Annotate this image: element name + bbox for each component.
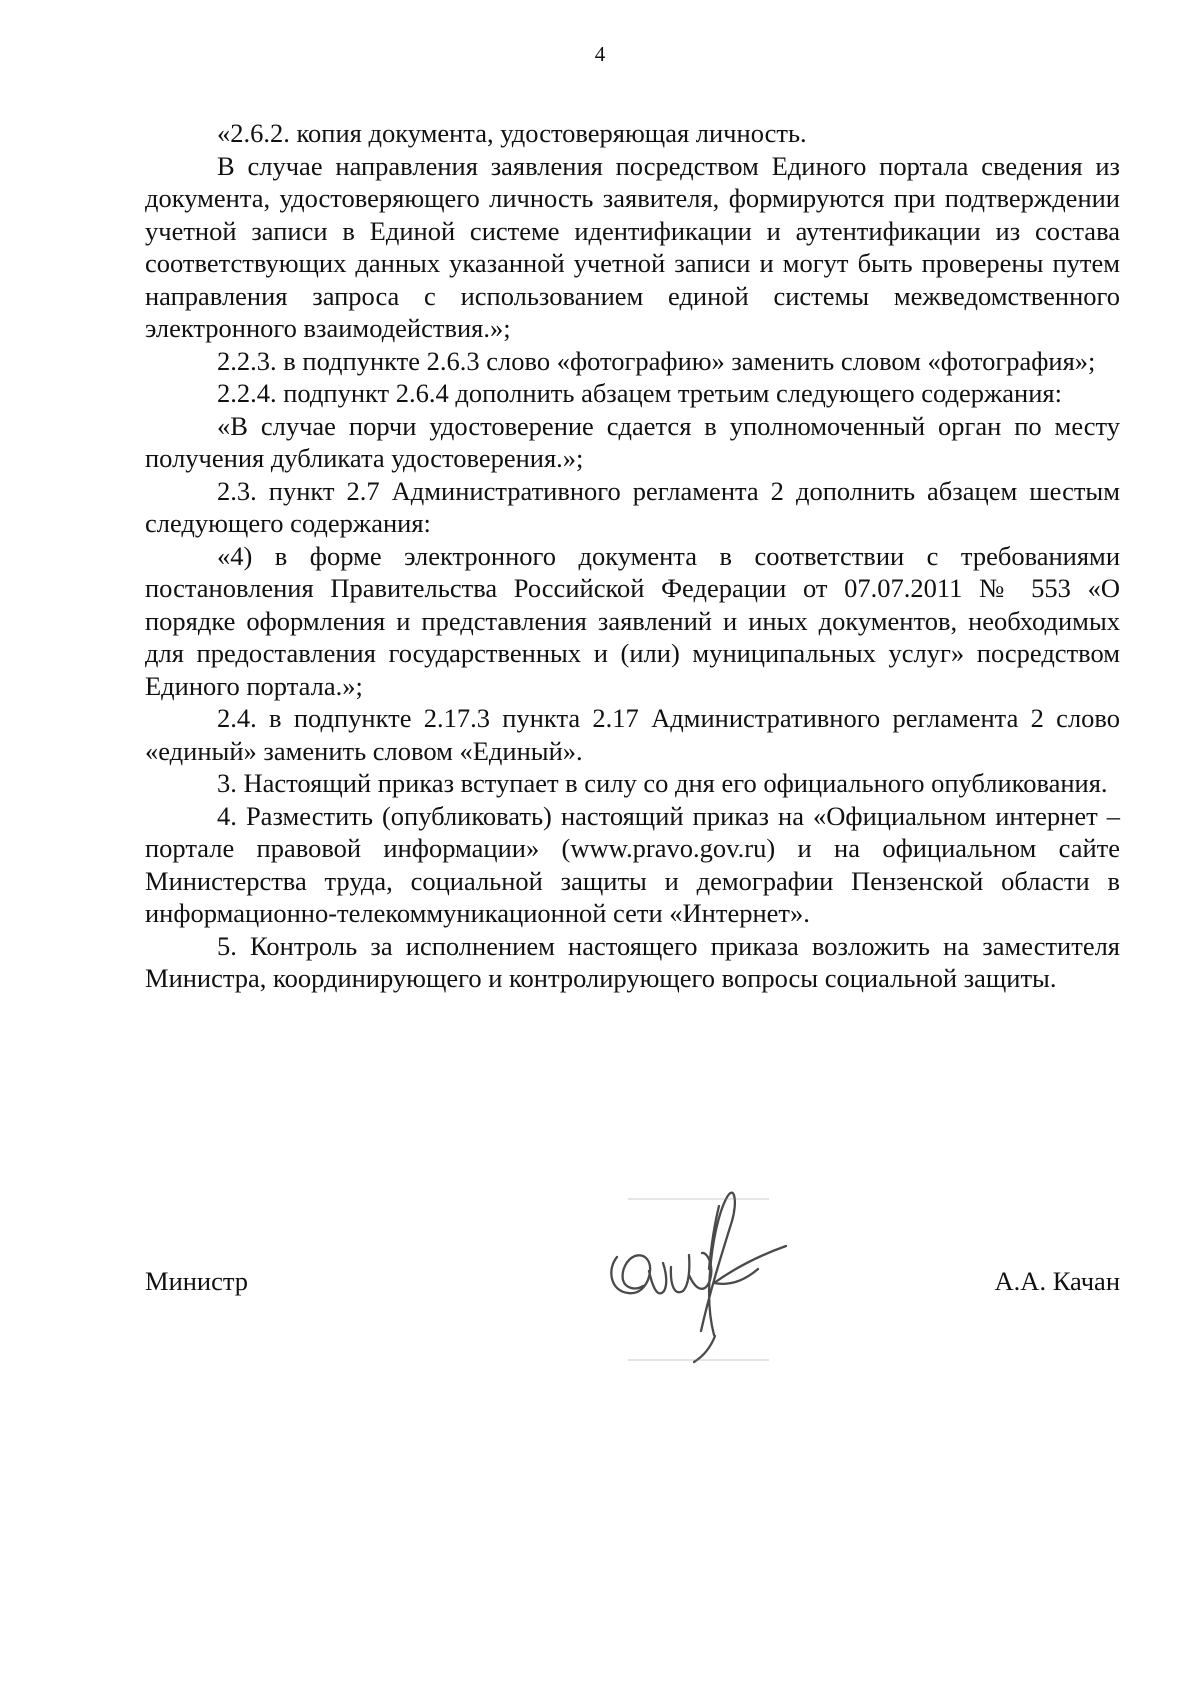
paragraph-4: 2.2.4. подпункт 2.6.4 дополнить абзацем третьим следующего содержания: — [217, 378, 1062, 408]
signer-name: А.А. Качан — [994, 1266, 1120, 1296]
page-number: 4 — [594, 42, 606, 66]
document-body — [145, 117, 1120, 995]
paragraph-6: 2.3. пункт 2.7 Административного регламента 2 дополнить абзацем шестым следующего содержания: — [145, 475, 1120, 538]
paragraph-7: «4) в форме электронного документа в соответствии с требованиями постановления Правительства Российской Федерации от 07.07.2011 № 553 «О порядке оформления и представления заявлений и иных документов, необходимых для предоставления государственных и (или) муниципальных услуг» посредством Единого портала.»; — [145, 540, 1120, 701]
handwritten-signature — [593, 1165, 803, 1375]
paragraph-9: 3. Настоящий приказ вступает в силу со дня его официального опубликования. — [217, 768, 1108, 798]
paragraph-1: «2.6.2. копия документа, удостоверяющая личность. — [217, 118, 807, 148]
paragraph-8: 2.4. в подпункте 2.17.3 пункта 2.17 Административного регламента 2 слово «единый» заменить словом «Единый». — [145, 703, 1120, 766]
paragraph-11: 5. Контроль за исполнением настоящего приказа возложить на заместителя Министра, координирующего и контролирующего вопросы социальной защиты. — [145, 930, 1120, 993]
paragraph-2: В случае направления заявления посредством Единого портала сведения из документа, удостоверяющего личность заявителя, формируются при подтверждении учетной записи в Единой системе идентификации и аутентификации из состава соответствующих данных указанной учетной записи и могут быть проверены путем направления запроса с использованием единой системы межведомственного электронного взаимодействия.»; — [145, 150, 1120, 343]
paragraph-10: 4. Разместить (опубликовать) настоящий приказ на «Официальном интернет – портале правовой информации» (www.pravo.gov.ru) и на официальном сайте Министерства труда, социальной защиты и демографии Пензенской области в информационно-телекоммуникационной сети «Интернет». — [145, 800, 1120, 928]
paragraph-3: 2.2.3. в подпункте 2.6.3 слово «фотографию» заменить словом «фотография»; — [217, 345, 1096, 376]
signer-role: Министр — [145, 1266, 249, 1296]
paragraph-5: «В случае порчи удостоверение сдается в уполномоченный орган по месту получения дубликата удостоверения.»; — [145, 410, 1120, 473]
